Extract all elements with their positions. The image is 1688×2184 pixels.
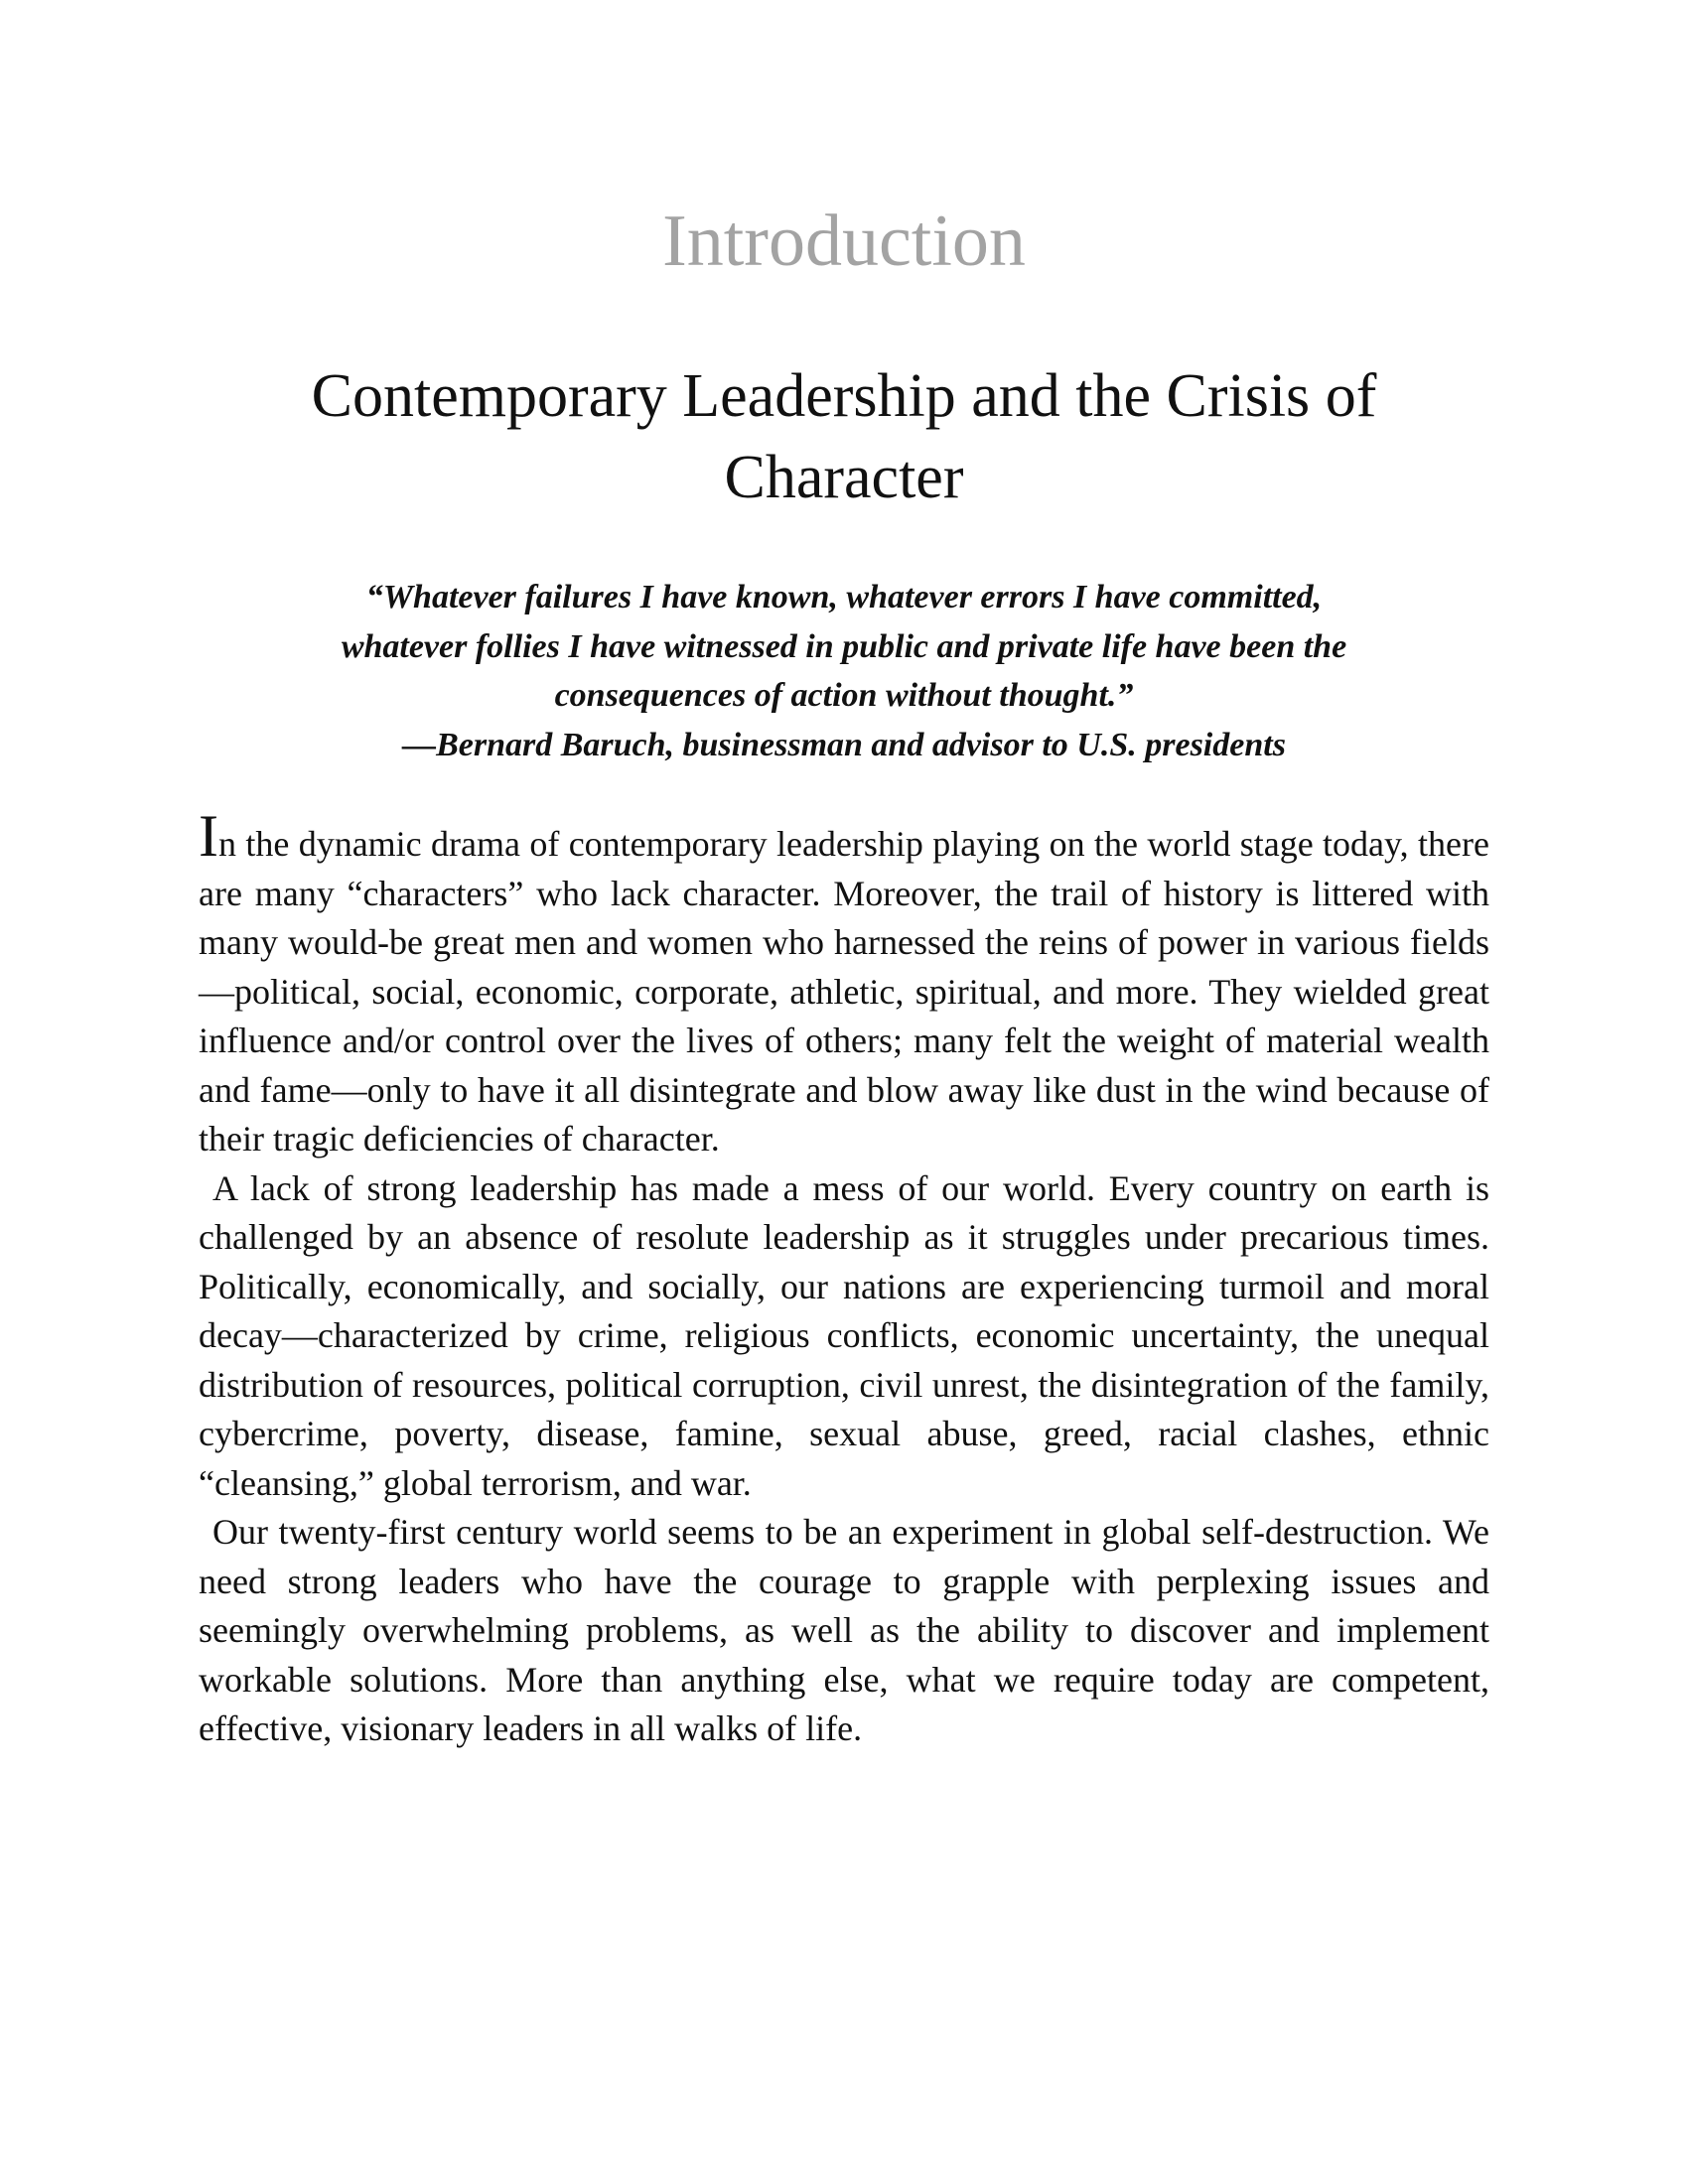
epigraph-line: consequences of action without thought.” bbox=[554, 677, 1134, 714]
body-paragraph-2: A lack of strong leadership has made a mess of our world. Every country on earth is challenged by an absence of resolute leadership as it struggles under precarious times. Politically, economically, and socially, our nations are experiencing turmoil and moral decay—characterized by crime, religious conflicts, economic uncertainty, the unequal distribution of resources, political corruption, civil unrest, the disintegration of the family, cybercrime, poverty, disease, famine, sexual abuse, greed, racial clashes, ethnic “cleansing,” global terrorism, and war. bbox=[199, 1167, 1489, 1503]
body-paragraph-1 bbox=[199, 803, 1489, 1164]
paragraph-text: n the dynamic drama of contemporary leadership playing on the world stage today, there are many “characters” who lack character. Moreover, the trail of history is littered with many would-be great men and women who harnessed the reins of power in various fields—political, social, economic, corporate, athletic, spiritual, and more. They wielded great influence and/or control over the lives of others; many felt the weight of material wealth and fame—only to have it all disintegrate and blow away like dust in the wind because of their tragic deficiencies of character. bbox=[199, 824, 1489, 1159]
body-text bbox=[199, 803, 1489, 1754]
chapter-title: Contemporary Leadership and the Crisis of Character bbox=[311, 362, 1377, 511]
drop-letter: I bbox=[199, 803, 218, 869]
chapter-label: Introduction bbox=[662, 201, 1026, 282]
epigraph-quote bbox=[199, 573, 1489, 769]
epigraph-line: whatever follies I have witnessed in public and private life have been the bbox=[341, 627, 1347, 665]
epigraph-attribution: —Bernard Baruch, businessman and advisor to U.S. presidents bbox=[402, 726, 1286, 763]
body-paragraph-3: Our twenty-first century world seems to be an experiment in global self-destruction. We need strong leaders who have the courage to grapple with perplexing issues and seemingly overwhelming problems, as well as the ability to discover and implement workable solutions. More than anything else, what we require today are competent, effective, visionary leaders in all walks of life. bbox=[199, 1512, 1489, 1748]
epigraph-line: “Whatever failures I have known, whatever errors I have committed, bbox=[365, 579, 1323, 615]
